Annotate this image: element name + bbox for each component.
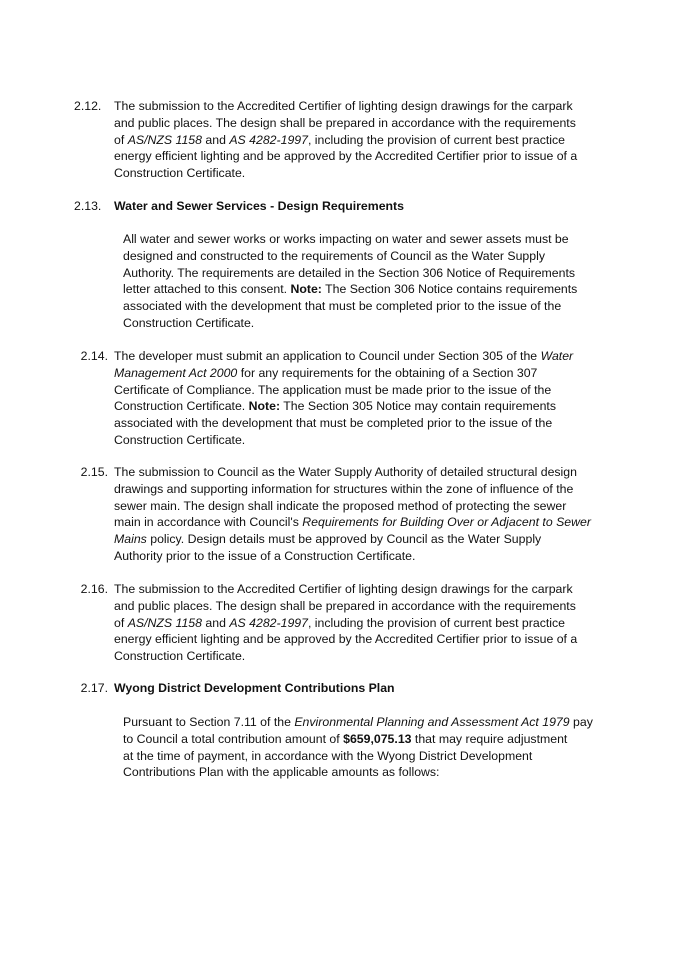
clause-number: 2.13. <box>74 199 102 213</box>
clause-text <box>114 348 598 449</box>
text-line: of AS/NZS 1158 and AS 4282-1997, including the provision of current best practice <box>114 615 565 630</box>
text-line: The submission to the Accredited Certifier of lighting design drawings for the carpark <box>114 99 573 113</box>
text-line: designed and constructed to the requirements of Council as the Water Supply <box>123 248 545 263</box>
text-line: Contributions Plan with the applicable amounts as follows: <box>123 765 440 780</box>
text-line: Construction Certificate. <box>114 649 246 664</box>
text-line: The submission to the Accredited Certifier of lighting design drawings for the carpark <box>114 582 573 596</box>
text-line: of AS/NZS 1158 and AS 4282-1997, including the provision of current best practice <box>114 132 565 147</box>
text-line: energy efficient lighting and be approved by the Accredited Certifier prior to issue of a <box>114 149 578 164</box>
clause-number: 2.12. <box>74 99 102 113</box>
text-line: to Council a total contribution amount of $659,075.13 that may require adjustment <box>123 731 568 746</box>
clause-text <box>114 581 598 665</box>
text-line: associated with the development that must be completed prior to the issue of the <box>114 416 553 431</box>
text-line: Management Act 2000 for any requirements for the obtaining of a Section 307 <box>114 365 538 380</box>
text-line: Construction Certificate. <box>123 315 255 330</box>
clause-heading: Water and Sewer Services - Design Requirements <box>114 199 404 213</box>
text-line: The developer must submit an application to Council under Section 305 of the Water <box>114 349 574 363</box>
clause-body <box>123 231 597 332</box>
text-line: and public places. The design shall be prepared in accordance with the requirements <box>114 598 576 613</box>
text-line: Authority. The requirements are detailed in the Section 306 Notice of Requirements <box>123 265 576 280</box>
text-line: Mains policy. Design details must be approved by Council as the Water Supply <box>114 532 542 547</box>
text-line: at the time of payment, in accordance with the Wyong District Development <box>123 748 533 763</box>
text-line: All water and sewer works or works impacting on water and sewer assets must be <box>123 232 569 246</box>
text-line: sewer main. The design shall indicate the proposed method of protecting the sewer <box>114 498 567 513</box>
text-line: Certificate of Compliance. The application must be made prior to the issue of the <box>114 382 552 397</box>
text-line: associated with the development that must be completed prior to the issue of the <box>123 299 562 314</box>
text-line: Pursuant to Section 7.11 of the Environmental Planning and Assessment Act 1979 pay <box>123 715 593 729</box>
text-line: Authority prior to the issue of a Construction Certificate. <box>114 548 416 563</box>
clause-number: 2.17. <box>80 681 108 695</box>
text-line: main in accordance with Council's Requirements for Building Over or Adjacent to Sewer <box>114 515 591 530</box>
contribution-amount: $659,075.13 <box>343 731 412 746</box>
clause-text <box>114 98 598 182</box>
text-line: Construction Certificate. Note: The Section 305 Notice may contain requirements <box>114 399 556 414</box>
text-line: drawings and supporting information for structures within the zone of influence of the <box>114 481 574 496</box>
text-line: Construction Certificate. <box>114 432 246 447</box>
clause-number: 2.16. <box>80 582 108 596</box>
clause-number: 2.14. <box>80 349 108 363</box>
clause-body <box>123 714 597 781</box>
text-line: letter attached to this consent. Note: The Section 306 Notice contains requirements <box>123 282 578 297</box>
text-line: and public places. The design shall be prepared in accordance with the requirements <box>114 115 576 130</box>
text-line: energy efficient lighting and be approved by the Accredited Certifier prior to issue of a <box>114 632 578 647</box>
clause-number: 2.15. <box>80 465 108 479</box>
text-line: Construction Certificate. <box>114 166 246 181</box>
text-line: The submission to Council as the Water Supply Authority of detailed structural design <box>114 465 577 479</box>
clause-text <box>114 464 598 565</box>
clause-heading: Wyong District Development Contributions Plan <box>114 681 395 695</box>
